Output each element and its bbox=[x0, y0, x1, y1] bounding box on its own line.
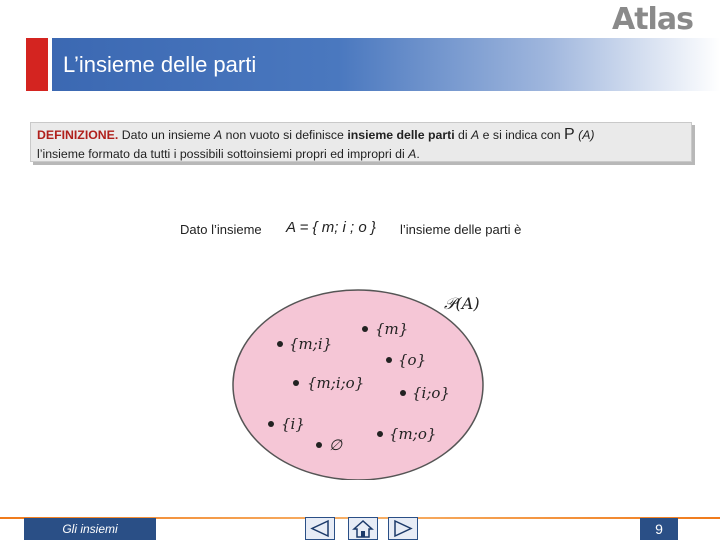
next-button[interactable] bbox=[388, 517, 418, 540]
element-o: {o} bbox=[398, 351, 427, 369]
definition-var-a: A bbox=[408, 147, 417, 161]
triangle-right-icon bbox=[389, 518, 417, 539]
set-expression: A = { m; i ; o } bbox=[286, 219, 376, 236]
prev-button[interactable] bbox=[305, 517, 335, 540]
element-io: {i;o} bbox=[412, 384, 450, 402]
section-label: Gli insiemi bbox=[24, 518, 156, 540]
element-mo: {m;o} bbox=[389, 425, 437, 443]
result-label: l’insieme delle parti è bbox=[400, 222, 522, 237]
home-icon bbox=[349, 518, 377, 539]
element-dot bbox=[293, 380, 299, 386]
definition-text-2: non vuoto si definisce bbox=[222, 128, 348, 142]
element-dot bbox=[268, 421, 274, 427]
title-accent bbox=[26, 38, 48, 91]
element-i: {i} bbox=[281, 415, 305, 433]
definition-end: . bbox=[416, 147, 420, 161]
power-set-arg: (A) bbox=[574, 128, 595, 142]
logo-text: Atlas bbox=[612, 2, 693, 37]
definition-var-a: A bbox=[214, 128, 223, 142]
definition-var-a: A bbox=[471, 128, 480, 142]
power-set-label: 𝒫(A) bbox=[444, 294, 480, 313]
definition-text-3: di bbox=[454, 128, 472, 142]
element-mi: {m;i} bbox=[289, 335, 333, 353]
title-accent-divider bbox=[48, 38, 52, 91]
element-dot bbox=[400, 390, 406, 396]
element-dot bbox=[277, 341, 283, 347]
definition-line-2 bbox=[37, 145, 685, 164]
definition-term: insieme delle parti bbox=[347, 128, 455, 142]
power-set-diagram bbox=[230, 285, 500, 480]
home-button[interactable] bbox=[348, 517, 378, 540]
page-number: 9 bbox=[640, 518, 678, 540]
definition-line-2-text: l’insieme formato da tutti i possibili sottoinsiemi propri ed impropri di bbox=[37, 147, 409, 161]
element-dot bbox=[362, 326, 368, 332]
atlas-logo bbox=[612, 4, 702, 36]
given-label: Dato l’insieme bbox=[180, 222, 262, 237]
page-title: L’insieme delle parti bbox=[63, 52, 257, 77]
element-dot bbox=[316, 442, 322, 448]
definition-box bbox=[30, 122, 692, 162]
power-set-symbol: P bbox=[564, 126, 575, 143]
triangle-left-icon bbox=[306, 518, 334, 539]
element-dot bbox=[386, 357, 392, 363]
definition-text-4: e si indica con bbox=[479, 128, 565, 142]
element-m: {m} bbox=[375, 320, 409, 338]
element-empty: ∅ bbox=[329, 436, 343, 454]
element-mio: {m;i;o} bbox=[307, 374, 365, 392]
definition-label: DEFINIZIONE. bbox=[37, 128, 119, 142]
element-dot bbox=[377, 431, 383, 437]
definition-text-1: Dato un insieme bbox=[118, 128, 215, 142]
definition-line-1 bbox=[37, 125, 685, 145]
